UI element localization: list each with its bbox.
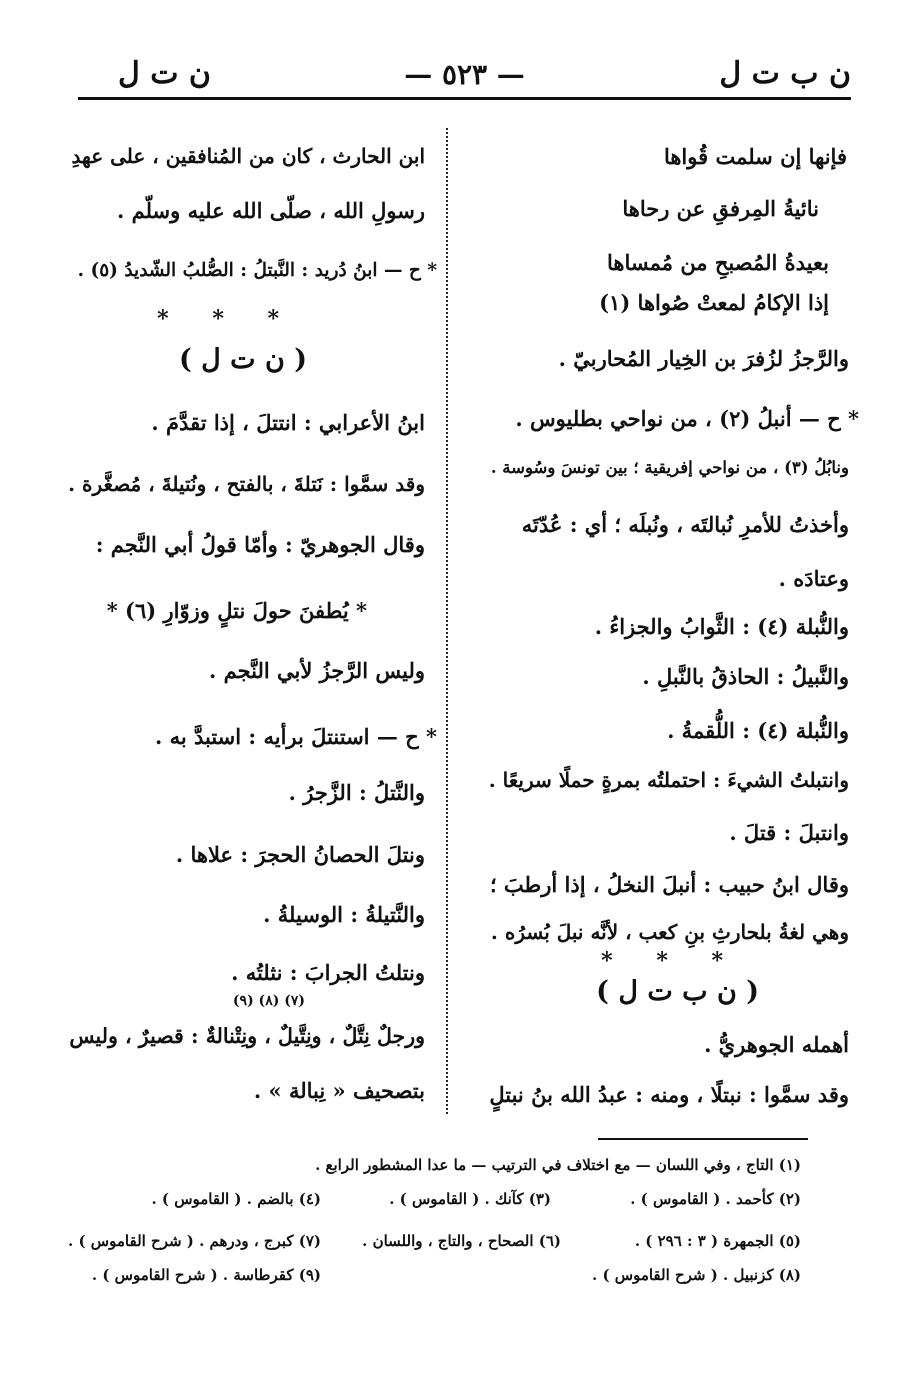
footnote: (٨) كزنبيل . ( شرح القاموس ) .: [592, 1266, 801, 1284]
text-line: ونتلَ الحصانُ الحجرَ : علاها .: [175, 842, 425, 867]
text-line: ونابُلُ (٣) ، من نواحي إفريقية ؛ بين تونسَ وسُوسة .: [490, 458, 849, 477]
text-line: وقال الجوهريّ : وأمّا قولُ أبي النَّجم :: [95, 532, 425, 557]
text-line: وقد سمَّوا : نبتلًا ، ومنه : عبدُ الله بنُ نبتلٍ: [489, 1082, 849, 1107]
text-line: * ح — ابنُ دُريد : النَّبتلُ : الصُّلبُ الشّديدُ (٥) .: [77, 260, 437, 281]
text-line: والنَّبيلُ : الحاذقُ بالنَّبلِ .: [642, 664, 849, 689]
footnote-markers: (٧) (٨) (٩): [232, 993, 305, 1009]
text-line: والنَّتيلةُ : الوسيلةُ .: [263, 902, 425, 927]
footnote: (١) التاج ، وفي اللسان — مع اختلاف في الترتيب — ما عدا المشطور الرابع .: [315, 1156, 801, 1174]
text-line: والنَّتلُ : الزَّجرُ .: [288, 780, 425, 805]
verse-line: إذا الإكامُ لمعتْ صُواها (١): [599, 290, 829, 315]
header-root-left: ن ت ل: [118, 56, 211, 91]
text-line: ابنُ الأعرابي : انتتلَ ، إذا تقدَّمَ .: [151, 410, 425, 435]
text-line: ورجلٌ نِتَّلٌ ، ونِتَّيلٌ ، ونِتْنالةٌ : قصيرٌ ، وليس: [69, 1024, 425, 1048]
text-line: والنُّبلة (٤) : اللُّقمةُ .: [667, 718, 849, 743]
verse-line: بعيدةُ المُصبحِ من مُمساها: [607, 250, 829, 275]
text-line: * ح — أنبلُ (٢) ، من نواحي بطليوس .: [515, 406, 859, 431]
footnote: (٤) بالضم . ( القاموس ) .: [151, 1190, 321, 1208]
header-rule: [78, 97, 851, 100]
section-separator: * * *: [601, 948, 741, 974]
text-line: أهمله الجوهريُّ .: [704, 1032, 849, 1057]
footnote-rule: [598, 1138, 808, 1140]
section-heading: ( ن ت ل ): [178, 344, 307, 375]
text-line: وانتبلتُ الشيءَ : احتملتُه بمرةٍ حملًا سريعًا .: [488, 768, 849, 792]
text-line: وهي لغةُ بلحارثِ بنِ كعب ، لأنَّه نبلَ بُسرُه .: [490, 920, 849, 944]
text-line: وليس الرَّجزُ لأبي النَّجم .: [208, 658, 425, 683]
footnote: (٥) الجمهرة ( ٣ : ٢٩٦ ) .: [634, 1232, 801, 1250]
text-line: والرَّجزُ لزُفرَ بن الخِيار المُحاربيّ .: [558, 346, 849, 371]
column-divider: [446, 128, 448, 1114]
text-line: ابن الحارث ، كان من المُنافقين ، على عهدِ: [71, 144, 425, 168]
text-line: وقال ابنُ حبيب : أنبلَ النخلُ ، إذا أرطبَ ؛: [489, 872, 849, 897]
section-separator: * * *: [157, 306, 297, 332]
section-heading: ( ن ب ت ل ): [596, 976, 759, 1007]
text-line: وانتبلَ : قتلَ .: [729, 820, 849, 845]
text-line: وعتادَه .: [778, 566, 849, 591]
footnote: (٢) كأحمد . ( القاموس ) .: [630, 1190, 801, 1208]
text-line: بتصحيف « نِبالة » .: [253, 1078, 425, 1103]
page-header: [78, 48, 851, 94]
footnote: (٣) كآنك . ( القاموس ) .: [389, 1190, 551, 1208]
verse-line: نائيةُ المِرفقِ عن رحاها: [622, 196, 819, 221]
footnote: (٩) كقرطاسة . ( شرح القاموس ) .: [91, 1266, 321, 1284]
text-line: * ح — استنتلَ برأيه : استبدَّ به .: [154, 724, 437, 749]
header-root-right: ن ب ت ل: [719, 56, 851, 91]
text-line: رسولِ الله ، صلّى الله عليه وسلّم .: [116, 198, 425, 223]
page-number: — ٥٢٣ —: [404, 58, 525, 91]
footnote: (٦) الصحاح ، والتاج ، واللسان .: [362, 1232, 561, 1250]
footnote: (٧) كبرج ، ودرهم . ( شرح القاموس ) .: [68, 1232, 321, 1250]
text-line: ونتلتُ الجرابَ : نثلتُه .: [231, 960, 425, 985]
verse-line: * يُطفنَ حولَ نتلٍ وزوّارِ (٦) *: [106, 598, 367, 623]
text-line: وقد سمَّوا : نَتلةَ ، بالفتح ، ونُتيلةَ ، مُصغَّرة .: [68, 472, 425, 496]
verse-line: فإنها إن سلمت قُواها: [663, 144, 847, 169]
text-line: والنُّبلة (٤) : الثَّوابُ والجزاءُ .: [594, 614, 849, 639]
text-line: وأخذتُ للأمرِ نُبالتَه ، ونُبلَه ؛ أي : عُدّتَه: [521, 512, 849, 537]
